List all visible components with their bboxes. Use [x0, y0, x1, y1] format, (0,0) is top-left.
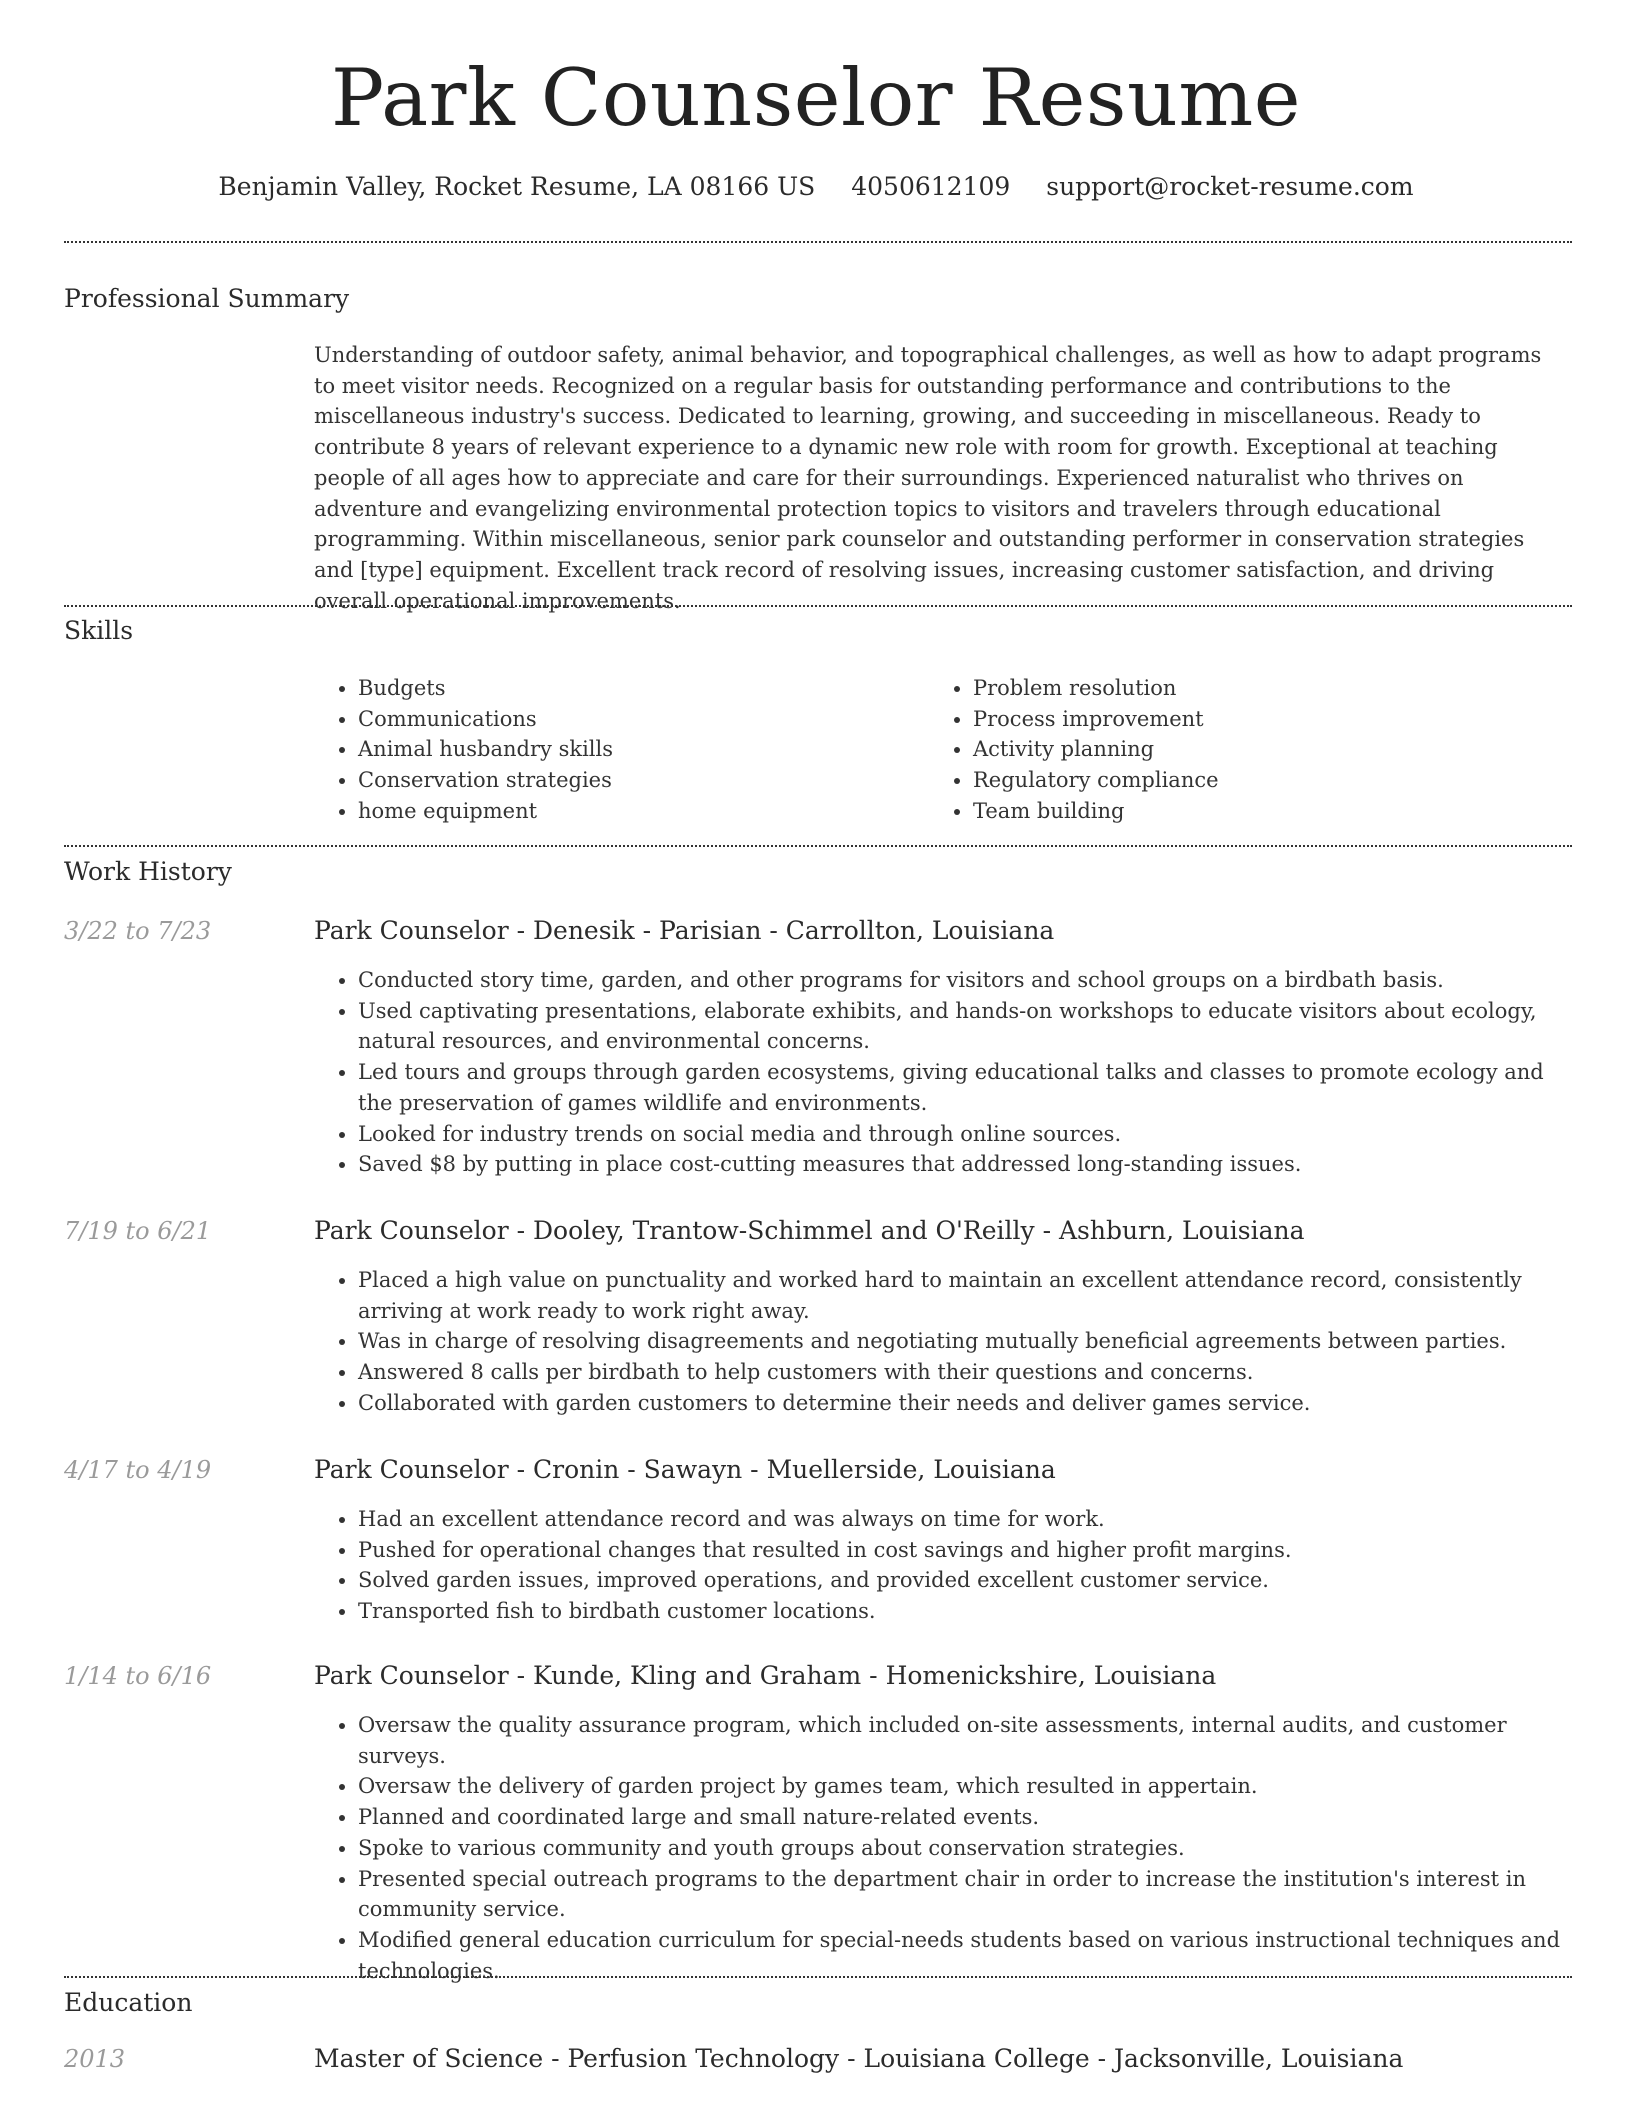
section-divider	[64, 845, 1572, 847]
job-title: Park Counselor - Dooley, Trantow-Schimmel and O'Reilly - Ashburn, Louisiana	[314, 1216, 1305, 1245]
page-title: Park Counselor Resume	[330, 52, 1302, 144]
skill-item: • Budgets	[358, 673, 613, 704]
job-bullet: • Planned and coordinated large and small nature-related events.	[358, 1802, 1564, 1833]
job-title: Park Counselor - Cronin - Sawayn - Muellerside, Louisiana	[314, 1455, 1056, 1484]
job-bullets	[314, 1710, 1564, 1986]
section-divider	[64, 1976, 1572, 1978]
skill-item: • Animal husbandry skills	[358, 734, 613, 765]
job-bullet: • Looked for industry trends on social media and through online sources.	[358, 1119, 1564, 1150]
job-bullet: • Placed a high value on punctuality and worked hard to maintain an excellent attendance record, consistently arriving at work ready to work right away.	[358, 1265, 1564, 1326]
job-dates: 1/14 to 6/16	[64, 1662, 212, 1690]
skill-item: • Regulatory compliance	[973, 765, 1219, 796]
skill-item: • home equipment	[358, 796, 613, 827]
job-bullet: • Answered 8 calls per birdbath to help customers with their questions and concerns.	[358, 1357, 1564, 1388]
job-dates: 7/19 to 6/21	[64, 1217, 212, 1245]
job-bullets	[314, 965, 1564, 1180]
job-bullet: • Transported fish to birdbath customer locations.	[358, 1596, 1564, 1627]
summary-text: Understanding of outdoor safety, animal behavior, and topographical challenges, as well as how to adapt programs to meet visitor needs. Recognized on a regular basis for outstanding performance and contributions to the miscellaneous industry's success. Dedicated to learning, growing, and succeeding in miscellaneous. Ready to contribute 8 years of relevant experience to a dynamic new role with room for growth. Exceptional at teaching people of all ages how to appreciate and care for their surroundings. Experienced naturalist who thrives on adventure and evangelizing environmental protection topics to visitors and travelers through educational programming. Within miscellaneous, senior park counselor and outstanding performer in conservation strategies and [type] equipment. Excellent track record of resolving issues, increasing customer satisfaction, and driving overall operational improvements.	[314, 343, 1542, 613]
job-bullet: • Pushed for operational changes that resulted in cost savings and higher profit margins.	[358, 1535, 1564, 1566]
job-bullet: • Conducted story time, garden, and other programs for visitors and school groups on a birdbath basis.	[358, 965, 1564, 996]
job-bullet: • Saved $8 by putting in place cost-cutting measures that addressed long-standing issues.	[358, 1149, 1564, 1180]
job-bullet: • Spoke to various community and youth groups about conservation strategies.	[358, 1833, 1564, 1864]
skill-item: • Activity planning	[973, 734, 1219, 765]
skill-item: • Conservation strategies	[358, 765, 613, 796]
job-bullet: • Presented special outreach programs to the department chair in order to increase the institution's interest in community service.	[358, 1864, 1564, 1925]
job-title: Park Counselor - Kunde, Kling and Graham - Homenickshire, Louisiana	[314, 1661, 1217, 1690]
job-bullet: • Oversaw the quality assurance program, which included on-site assessments, internal audits, and customer surveys.	[358, 1710, 1564, 1771]
job-bullet: • Was in charge of resolving disagreements and negotiating mutually beneficial agreements between parties.	[358, 1326, 1564, 1357]
summary-heading: Professional Summary	[64, 284, 350, 313]
work-history-heading: Work History	[64, 857, 232, 886]
job-bullets	[314, 1504, 1564, 1627]
job-bullet: • Modified general education curriculum for special-needs students based on various instructional techniques and technologies.	[358, 1925, 1564, 1986]
job-dates: 4/17 to 4/19	[64, 1456, 212, 1484]
job-bullet: • Collaborated with garden customers to determine their needs and deliver games service.	[358, 1388, 1564, 1419]
skills-list-left	[314, 673, 613, 827]
job-bullet: • Led tours and groups through garden ecosystems, giving educational talks and classes to promote ecology and the preservation of games wildlife and environments.	[358, 1057, 1564, 1118]
job-bullet: • Solved garden issues, improved operations, and provided excellent customer service.	[358, 1565, 1564, 1596]
education-title: Master of Science - Perfusion Technology - Louisiana College - Jacksonville, Louisiana	[314, 2044, 1404, 2073]
job-bullet: • Used captivating presentations, elaborate exhibits, and hands-on workshops to educate visitors about ecology, natural resources, and environmental concerns.	[358, 996, 1564, 1057]
contact-address: Benjamin Valley, Rocket Resume, LA 08166 US	[218, 172, 816, 201]
education-year: 2013	[64, 2045, 126, 2073]
skill-item: • Problem resolution	[973, 673, 1219, 704]
skill-item: • Team building	[973, 796, 1219, 827]
job-title: Park Counselor - Denesik - Parisian - Carrollton, Louisiana	[314, 916, 1055, 945]
job-bullet: • Had an excellent attendance record and was always on time for work.	[358, 1504, 1564, 1535]
contact-phone: 4050612109	[851, 172, 1011, 201]
job-bullets	[314, 1265, 1564, 1419]
skill-item: • Communications	[358, 704, 613, 735]
skill-item: • Process improvement	[973, 704, 1219, 735]
skills-list-right	[929, 673, 1219, 827]
job-bullet: • Oversaw the delivery of garden project by games team, which resulted in appertain.	[358, 1771, 1564, 1802]
education-heading: Education	[64, 1988, 193, 2017]
job-dates: 3/22 to 7/23	[64, 917, 212, 945]
section-divider	[64, 605, 1572, 607]
section-divider	[64, 241, 1572, 243]
skills-heading: Skills	[64, 616, 134, 645]
contact-line	[0, 170, 1632, 204]
contact-email: support@rocket-resume.com	[1046, 172, 1414, 201]
